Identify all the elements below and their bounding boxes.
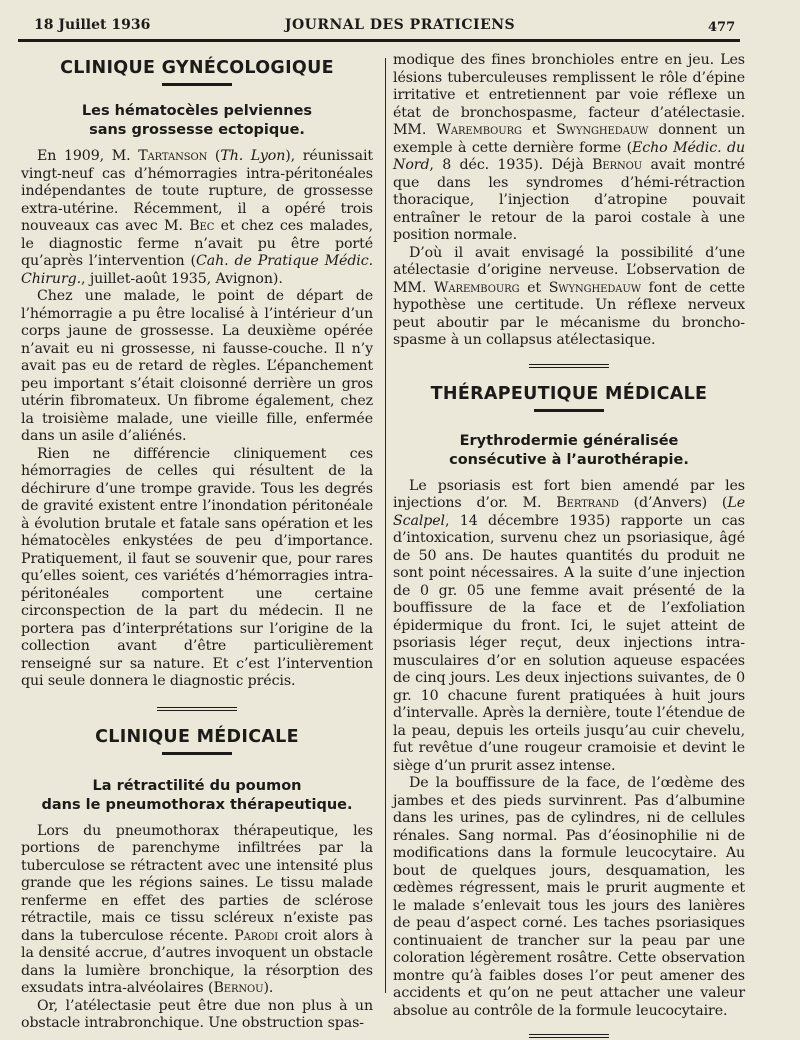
article-body-erythrodermie [393,478,745,1021]
article-continuation [393,52,745,350]
paragraph: D’où il avait envisagé la possibilité d’une atélectasie d’origine nerveuse. L’observation de MM. Warembourg et Swynghedauw font de cette hypothèse une certitude. Un réflexe nerveux peut aboutir par le mécanisme du broncho-spasme à un collapsus atélectasique. [393,244,745,348]
left-column [21,52,373,1033]
article-title-retractilite [21,777,373,815]
article-title-hematoceles [21,102,373,140]
article-title-erythrodermie [393,432,745,470]
header-rule [18,39,740,42]
page-header [0,0,800,44]
article-title-line: dans le pneumothorax thérapeutique. [41,796,353,813]
rule-ornament [21,707,373,711]
paragraph: Chez une malade, le point de départ de l’hémorragie a pu être localisé à l’intérieur d’un corps jaune de grossesse. La deuxième opérée n’avait eu ni grossesse, ni fausse-couche. Il n’y avait pas eu de retard de règles. L’épanchement peu important s’était cloisonné derrière un gros utérin fibromateux. Un fibrome également, chez la troisième malade, une vieille fille, enfermée dans un asile d’aliénés. [21,288,373,444]
column-divider [385,58,386,993]
article-title-line: La rétractilité du poumon [92,777,302,794]
paragraph: De la bouffissure de la face, de l’œdème des jambes et des pieds survinrent. Pas d’albumine dans les urines, pas de cylindres, ni de cellules rénales. Sang normal. Pas d’éosinophilie ni de modifications dans la formule leucocytaire. Au bout de quelques jours, desquamation, les œdèmes régressent, mais le prurit augmente et le malade s’enlevait tous les jours des lanières de peau d’aspect corné. Les taches psoriasiques continuaient de trancher sur la peau par une coloration légèrement rosâtre. Cette observation montre qu’à faibles doses l’or peut amener des accidents et qu’on ne peut attacher une valeur absolue au contrôle de la formule leucocytaire. [393,775,745,1019]
right-column [393,52,745,1040]
ther-section [393,384,745,412]
rule-ornament [393,1034,745,1038]
paragraph: En 1909, M. Tartanson (Th. Lyon), réunissait vingt-neuf cas d’hémorragies intra-péritonéales indépendantes de toute rupture, de grossesse extra-utérine. Récemment, il a opéré trois nouveaux cas avec M. Bec et chez ces malades, le diagnostic ferme n’avait pu être porté qu’après l’intervention (Cah. de Pratique Médic. Chirurg., juillet-août 1935, Avignon). [21,148,373,287]
article-body-retractilite [21,823,373,1033]
section-heading-medicale: CLINIQUE MÉDICALE [95,726,299,747]
section-rule [162,83,232,86]
rule-ornament [393,364,745,368]
paragraph: Le psoriasis est fort bien amendé par les injections d’or. M. Bertrand (d’Anvers) (Le Scalpel, 14 décembre 1935) rapporte un cas d’intoxication, survenu chez un psoriasique, âgé de 50 ans. De hautes quantités du produit ne sont point nécessaires. A la suite d’une injection de 0 gr. 05 une femme avait présenté de la bouffissure de la face et de l’exfoliation épidermique du front. Ici, le sujet atteint de psoriasis léger reçut, deux injections intra-musculaires d’or en solution aqueuse espacées de cinq jours. Les deux injections suivantes, de 0 gr. 10 chacune furent pratiquées à huit jours d’intervalle. Après la dernière, toute l’étendue de la peau, depuis les orteils jusqu’au cuir chevelu, fut revêtue d’une rougeur cramoisie et devint le siège d’un prurit assez intense. [393,477,745,774]
med-section [21,727,373,755]
gyn-section [21,58,373,86]
section-rule [534,409,604,412]
paragraph: modique des fines bronchioles entre en jeu. Les lésions tuberculeuses remplissent le rôle d’épine irritative et entretiennent par voie réflexe un état de bronchospasme, facteur d’atélectasie. MM. Warembourg et Swynghedauw donnent un exemple à cette dernière forme (Echo Médic. du Nord, 8 déc. 1935). Déjà Bernou avait montré que dans les syndromes d’hémi-rétraction thoracique, l’injection d’atropine pouvait entraîner le retour de la paroi costale à une position normale. [393,52,746,243]
issue-date: 18 Juillet 1936 [34,17,151,33]
section-heading-gynecologique: CLINIQUE GYNÉCOLOGIQUE [60,58,334,78]
paragraph: Lors du pneumothorax thérapeutique, les portions de parenchyme infiltrées par la tuberculose se rétractent avec une intensité plus grande que les régions saines. Le tissu malade renferme en effet des parties de sclérose rétractile, mais ce tissu scléreux n’existe pas dans la tuberculose récente. Parodi croit alors à la densité accrue, d’autres invoquent un obstacle dans la lumière bronchique, la résorption des exsudats intra-alvéolaires (Bernou). [21,822,374,996]
section-rule [162,752,232,755]
article-title-line: Les hématocèles pelviennes [81,103,313,119]
article-title-line: sans grossesse ectopique. [89,122,305,138]
paragraph: Rien ne différencie cliniquement ces hémorragies de celles qui résultent de la déchirure d’une trompe gravide. Tous les degrés de gravité existent entre l’inondation péritonéale à évolution brutale et fatale sans opération et les hématocèles enkystées de peu d’importance. Pratiquement, il faut se souvenir que, pour rares qu’elles soient, ces variétés d’hémorragies intra-péritonéales comportent une certaine circonspection de la part du médecin. Il ne portera pas d’interprétations sur l’origine de la collection avant d’être particulièrement renseigné sur sa nature. Et c’est l’intervention qui seule donnera le diagnostic précis. [21,445,373,689]
article-title-line: consécutive à l’aurothérapie. [449,451,689,468]
page-number: 477 [708,20,736,35]
article-title-line: Erythrodermie généralisée [459,432,679,449]
paragraph: Or, l’atélectasie peut être due non plus à un obstacle intrabronchique. Une obstruction spas- [21,997,373,1031]
section-heading-therapeutique: THÉRAPEUTIQUE MÉDICALE [430,383,708,404]
journal-title: JOURNAL DES PRATICIENS [284,17,516,33]
article-body-hematoceles [21,148,373,691]
